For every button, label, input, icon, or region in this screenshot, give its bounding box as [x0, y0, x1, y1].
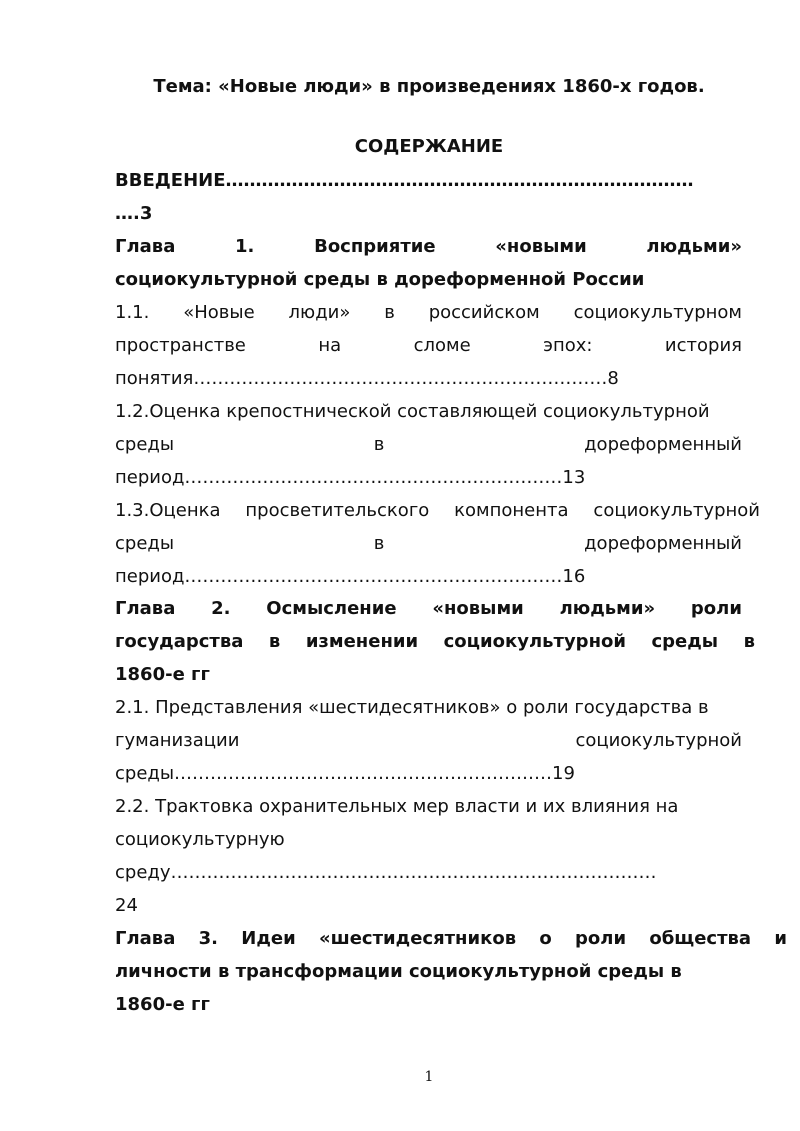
toc-word: гуманизации — [115, 730, 240, 751]
toc-word: Идеи — [241, 928, 296, 949]
toc-word: среды — [651, 631, 719, 652]
toc-word: в — [743, 631, 755, 652]
toc-word: социокультурном — [573, 302, 742, 323]
toc-chapter2-heading-years: 1860-е гг — [115, 664, 210, 685]
toc-word: «новыми — [495, 236, 587, 257]
toc-word: пространстве — [115, 335, 246, 356]
toc-section-1-2-line1: 1.2.Оценка крепостнической составляющей социокультурной — [115, 401, 710, 422]
toc-word: Восприятие — [314, 236, 436, 257]
toc-word: в — [373, 434, 385, 455]
toc-word: 3. — [198, 928, 218, 949]
toc-word: сломе — [413, 335, 471, 356]
document-topic: Тема: «Новые люди» в произведениях 1860-х годов. — [153, 76, 705, 97]
page-number: 1 — [424, 1069, 434, 1085]
toc-title: СОДЕРЖАНИЕ — [354, 136, 504, 157]
toc-section-2-2-line1: 2.2. Трактовка охранительных мер власти и их влияния на — [115, 796, 679, 817]
toc-word: государства — [115, 631, 244, 652]
toc-word: социокультурной — [443, 631, 626, 652]
toc-word: 2. — [211, 598, 231, 619]
toc-section-1-3-line2 — [115, 532, 742, 556]
toc-chapter2-heading-cont — [115, 630, 755, 654]
toc-section-1-2-line2 — [115, 433, 742, 457]
toc-word: людьми» — [646, 236, 742, 257]
toc-word: роли — [690, 598, 742, 619]
toc-word: 1.3.Оценка — [115, 500, 221, 521]
toc-word: компонента — [454, 500, 569, 521]
toc-word: социокультурной — [593, 500, 760, 521]
toc-word: Осмысление — [266, 598, 397, 619]
toc-word: в — [384, 302, 395, 323]
toc-word: «новыми — [432, 598, 524, 619]
toc-section-2-1-line1: 2.1. Представления «шестидесятников» о роли государства в — [115, 697, 709, 718]
toc-word: люди» — [288, 302, 351, 323]
toc-section-1-3-line1 — [115, 499, 760, 523]
toc-word: история — [664, 335, 742, 356]
toc-chapter1-heading-cont: социокультурной среды в дореформенной России — [115, 269, 645, 290]
toc-word: Глава — [115, 236, 176, 257]
toc-section-1-2-leader: период………………………………………………………13 — [115, 467, 586, 488]
toc-word: 1.1. — [115, 302, 150, 323]
toc-chapter3-heading — [115, 927, 787, 951]
toc-word: среды — [115, 434, 175, 455]
toc-word: социокультурной — [575, 730, 742, 751]
toc-section-2-1-leader: среды………………………………………………………19 — [115, 763, 575, 784]
toc-chapter3-heading-years: 1860-е гг — [115, 994, 210, 1015]
toc-word: просветительского — [245, 500, 430, 521]
toc-section-2-2-page: 24 — [115, 895, 138, 916]
toc-word: «Новые — [183, 302, 255, 323]
toc-word: в — [268, 631, 281, 652]
toc-section-1-1-line2 — [115, 334, 742, 358]
toc-chapter1-heading — [115, 235, 742, 259]
toc-word: дореформенный — [584, 533, 742, 554]
toc-intro-page: ….3 — [115, 203, 153, 224]
toc-section-1-3-leader: период………………………………………………………16 — [115, 566, 586, 587]
toc-word: на — [318, 335, 342, 356]
toc-word: о — [539, 928, 552, 949]
toc-word: людьми» — [559, 598, 656, 619]
toc-word: Глава — [115, 598, 176, 619]
toc-section-2-2-leader: среду……………………………………………………………………… — [115, 862, 657, 883]
toc-chapter3-heading-cont: личности в трансформации социокультурной среды в — [115, 961, 682, 982]
toc-word: в — [373, 533, 385, 554]
toc-word: эпох: — [543, 335, 593, 356]
toc-word: Глава — [115, 928, 176, 949]
toc-word: среды — [115, 533, 175, 554]
toc-section-2-1-line2 — [115, 729, 742, 753]
toc-word: роли — [575, 928, 627, 949]
toc-intro-line: ВВЕДЕНИЕ…………………………………………………………………… — [115, 170, 694, 191]
toc-word: «шестидесятников — [318, 928, 517, 949]
toc-chapter2-heading — [115, 597, 742, 621]
toc-section-1-1-leader: понятия……………………………………………………………8 — [115, 368, 619, 389]
toc-word: изменении — [305, 631, 419, 652]
toc-word: российском — [428, 302, 540, 323]
toc-word: общества — [649, 928, 752, 949]
toc-section-2-2-line2: социокультурную — [115, 829, 285, 850]
toc-word: 1. — [235, 236, 255, 257]
toc-word: и — [774, 928, 787, 949]
toc-word: дореформенный — [584, 434, 742, 455]
toc-section-1-1-line1 — [115, 301, 742, 325]
